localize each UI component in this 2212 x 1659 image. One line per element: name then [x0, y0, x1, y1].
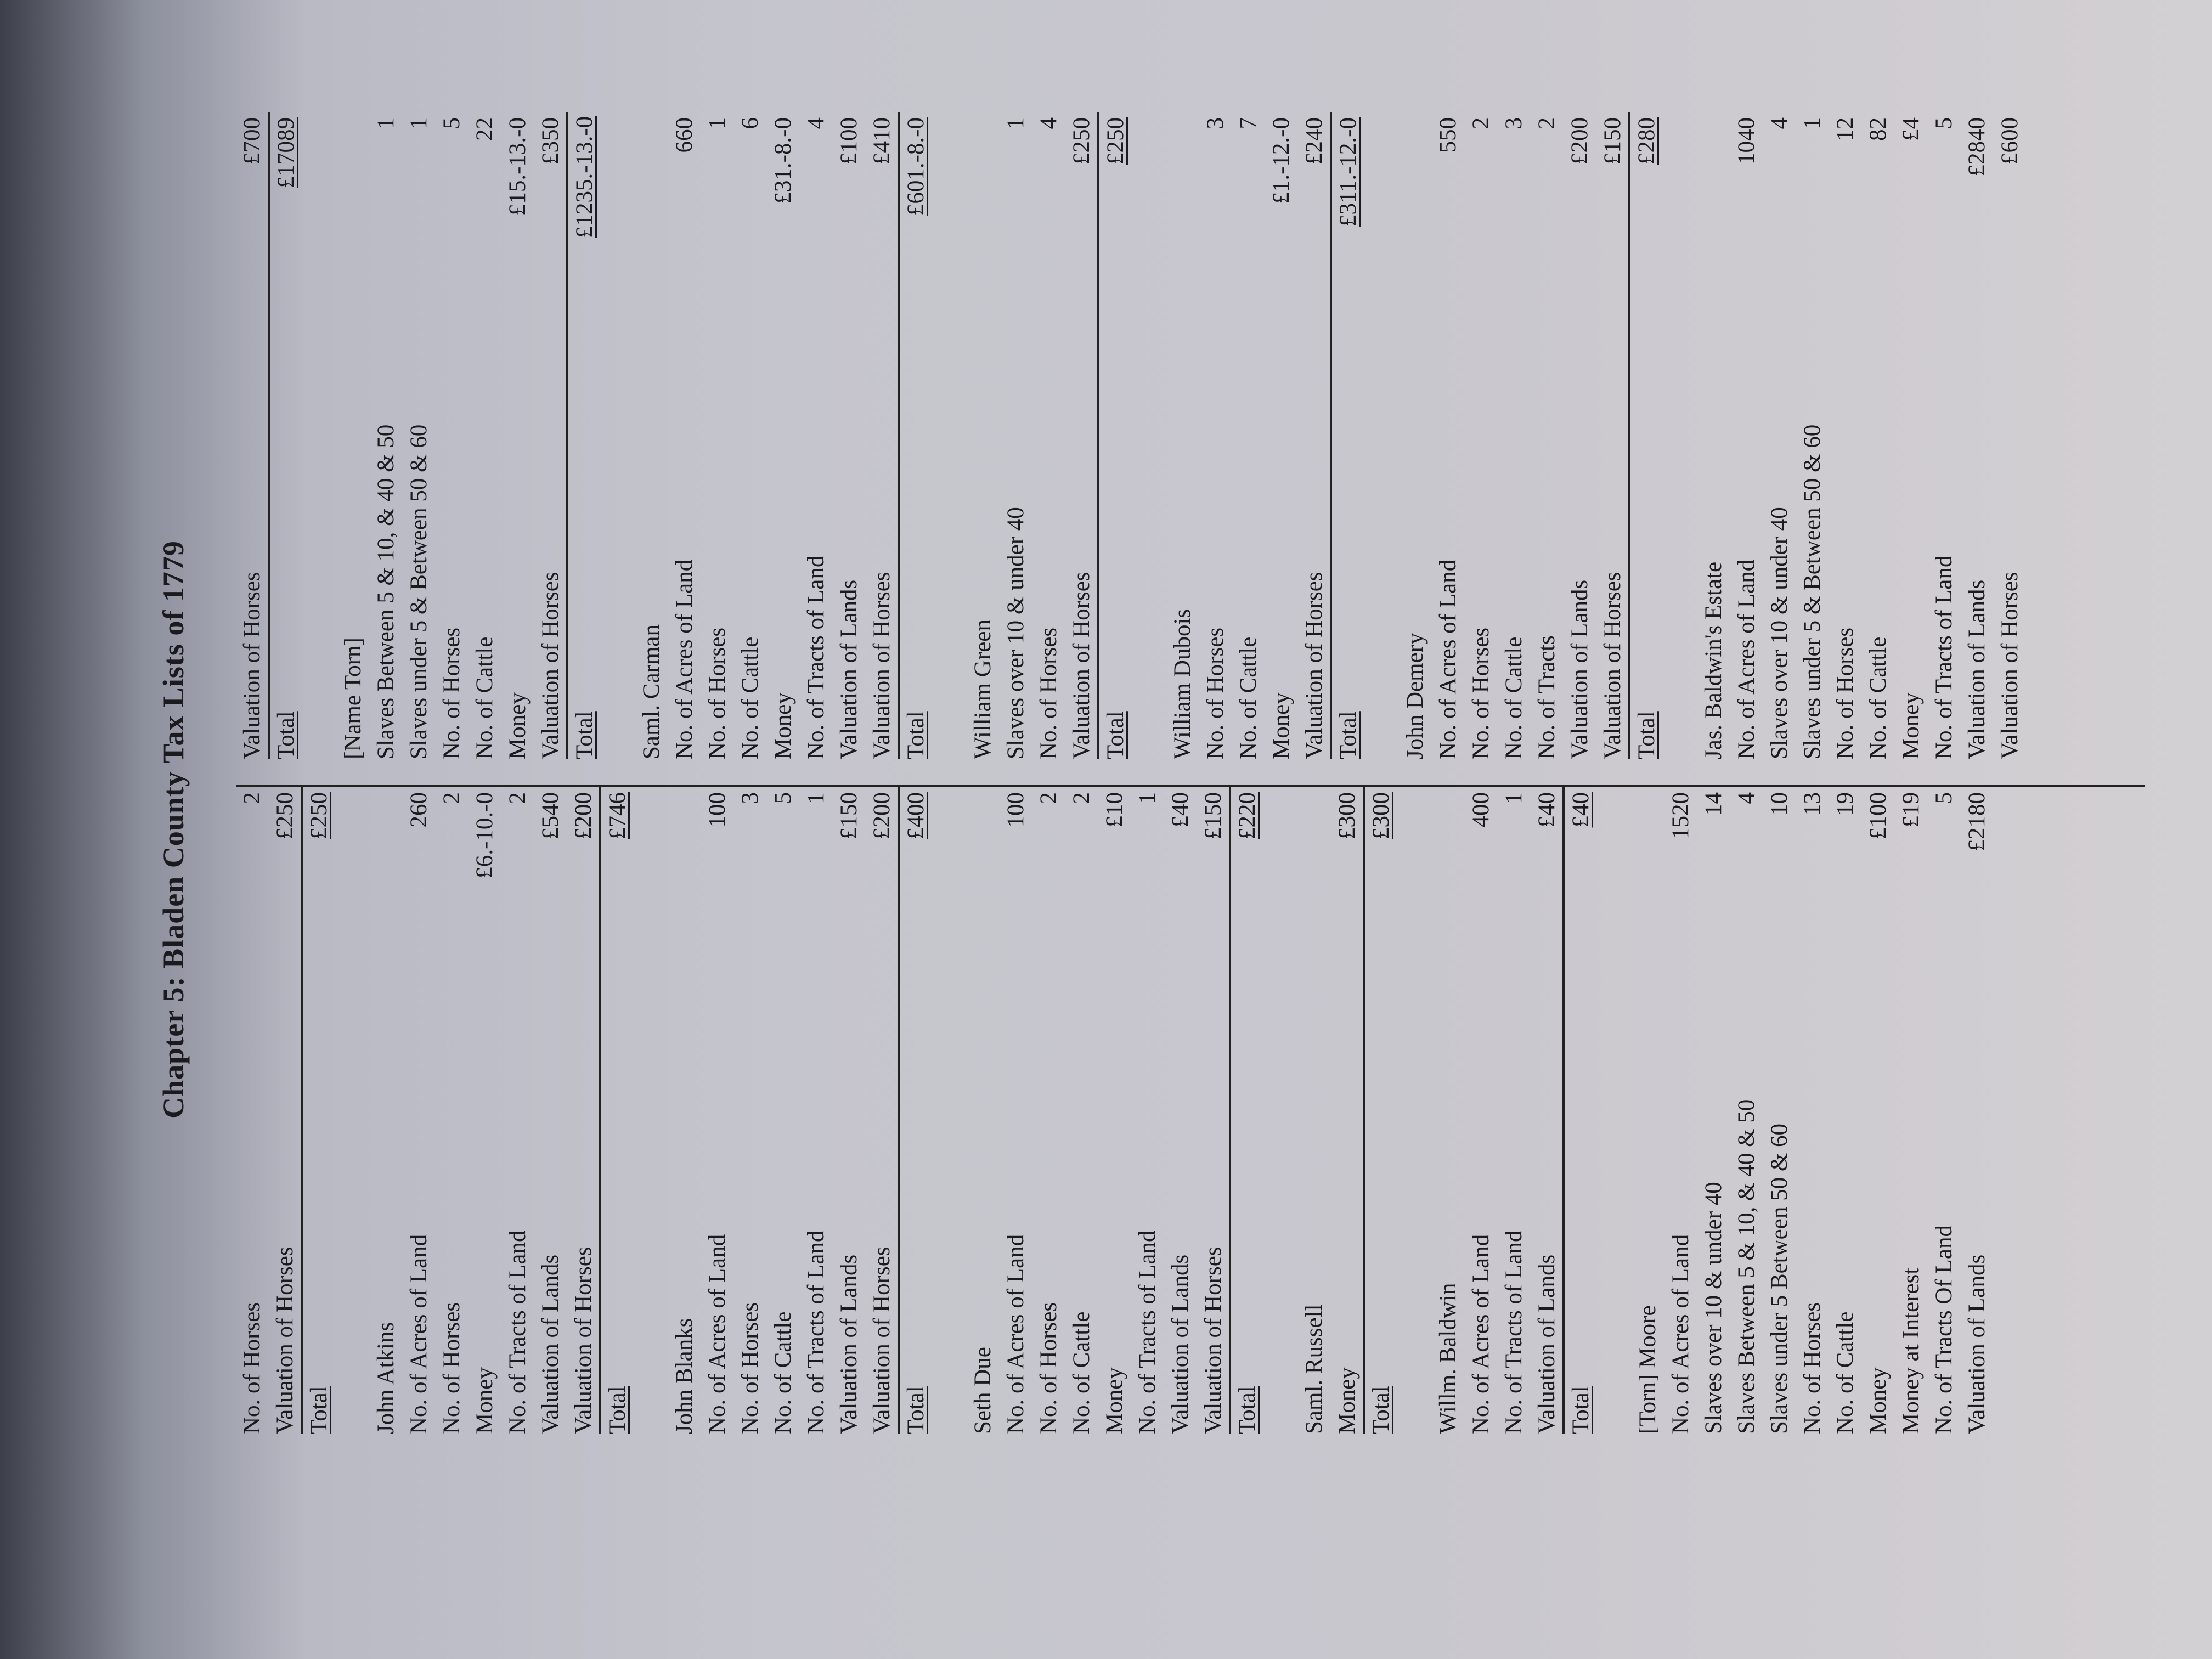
item-row: [469, 112, 501, 759]
item-row: [269, 787, 302, 1434]
record-name: Seth Due: [970, 1347, 996, 1434]
item-row: [1164, 787, 1197, 1434]
item-value: 4: [1734, 792, 1759, 804]
item-label: Valuation of Horses: [272, 1246, 298, 1434]
tax-record: [668, 787, 933, 1434]
item-label: No. of Horses: [439, 1302, 465, 1434]
item-value: 14: [1701, 792, 1726, 816]
item-value: £150: [1600, 117, 1626, 165]
item-label: No. of Horses: [1468, 627, 1494, 759]
item-row: [1928, 787, 1961, 1434]
item-row: [236, 112, 269, 759]
item-value: 2: [505, 792, 531, 804]
item-row: [701, 787, 734, 1434]
record-name: [Torn] Moore: [1635, 1305, 1661, 1434]
item-label: Money at Interest: [1898, 1267, 1924, 1434]
item-row: [1065, 112, 1098, 759]
item-row: [1564, 112, 1596, 759]
item-value: 1: [1501, 792, 1527, 804]
total-row: [301, 787, 336, 1434]
item-row: [1432, 112, 1465, 759]
item-label: Slaves Between 5 & 10, & 40 & 50: [373, 424, 399, 759]
item-row: [1000, 112, 1032, 759]
item-row: [1197, 787, 1230, 1434]
item-row: [1298, 112, 1331, 759]
item-value: 10: [1767, 792, 1792, 816]
item-value: £220: [1234, 792, 1260, 839]
item-label: Money: [1865, 1367, 1891, 1434]
item-value: 13: [1799, 792, 1825, 816]
item-label: No. of Acres of Land: [406, 1234, 432, 1434]
tax-record: [236, 787, 336, 1434]
item-row: [1961, 112, 1994, 759]
tax-record: [1697, 112, 2027, 759]
total-row: [898, 112, 933, 759]
item-value: £410: [869, 117, 895, 165]
item-label: Valuation of Lands: [836, 1254, 862, 1434]
item-row: [1730, 112, 1763, 759]
item-value: 550: [1435, 117, 1461, 153]
item-value: £4: [1898, 117, 1924, 141]
item-row: [1000, 787, 1032, 1434]
item-value: 4: [1036, 117, 1062, 129]
item-label: No. of Cattle: [1501, 636, 1527, 759]
item-row: [800, 112, 833, 759]
item-row: [767, 112, 800, 759]
item-value: £600: [1997, 117, 2023, 165]
item-value: 1040: [1734, 117, 1759, 165]
item-row: [833, 112, 866, 759]
item-label: No. of Horses: [737, 1302, 763, 1434]
item-label: Valuation of Horses: [538, 572, 563, 759]
item-label: Money: [1334, 1367, 1360, 1434]
total-row: [1363, 787, 1398, 1434]
item-label: No. of Tracts of Land: [1931, 555, 1957, 759]
item-row: [1596, 112, 1629, 759]
item-label: Money: [505, 692, 531, 759]
item-label: No. of Cattle: [1832, 1311, 1858, 1434]
tax-record: [635, 112, 933, 759]
item-row: [501, 112, 534, 759]
item-row: [1098, 787, 1131, 1434]
item-value: £350: [538, 117, 563, 165]
item-value: £200: [1567, 117, 1593, 165]
item-row: [1796, 787, 1829, 1434]
item-row: [370, 112, 403, 759]
item-row: [1664, 787, 1697, 1434]
item-value: £1235.-13.-0: [572, 116, 597, 238]
item-value: 2: [1069, 792, 1094, 804]
item-value: £40: [1568, 792, 1594, 828]
item-value: 1: [406, 117, 432, 129]
item-label: Total: [273, 711, 299, 759]
item-label: No. of Horses: [1203, 627, 1228, 759]
item-value: 3: [737, 792, 763, 804]
tax-record: [1632, 787, 1994, 1434]
item-row: [1065, 787, 1098, 1434]
item-value: 2: [1468, 117, 1494, 129]
item-label: No. of Tracts: [1534, 635, 1560, 759]
item-value: £6.-10.-0: [472, 792, 498, 879]
item-row: [1498, 787, 1531, 1434]
item-label: Money: [1102, 1367, 1127, 1434]
item-row: [734, 787, 767, 1434]
item-label: Total: [605, 1386, 630, 1434]
item-value: 5: [1931, 792, 1957, 804]
item-label: Valuation of Horses: [869, 1246, 895, 1434]
item-row: [1895, 787, 1928, 1434]
item-row: [833, 787, 866, 1434]
column-divider: [236, 785, 2145, 787]
total-row: [268, 112, 303, 759]
item-label: No. of Acres of Land: [704, 1234, 730, 1434]
tax-record: [967, 112, 1132, 759]
item-value: £540: [538, 792, 563, 839]
item-value: 22: [472, 117, 498, 141]
item-label: Slaves under 5 Between 50 & 60: [1767, 1123, 1792, 1434]
item-value: £100: [836, 117, 862, 165]
item-row: [701, 112, 734, 759]
item-value: £311.-12.-0: [1335, 117, 1361, 227]
item-value: £700: [239, 117, 265, 165]
item-row: [1829, 787, 1862, 1434]
item-label: No. of Cattle: [737, 636, 763, 759]
total-row: [599, 787, 634, 1434]
item-value: 6: [737, 117, 763, 129]
record-name: John Atkins: [373, 1322, 399, 1434]
item-value: 82: [1865, 117, 1891, 141]
tax-record: [1432, 787, 1598, 1434]
item-row: [436, 787, 469, 1434]
item-value: £400: [903, 792, 929, 839]
item-label: No. of Cattle: [770, 1311, 796, 1434]
item-label: No. of Tracts of Land: [803, 1230, 829, 1434]
item-row: [1331, 787, 1364, 1434]
item-value: 1: [373, 117, 399, 129]
tax-record: [337, 112, 601, 759]
item-label: Slaves over 10 & under 40: [1701, 1182, 1726, 1434]
item-value: £746: [605, 792, 630, 839]
record-name: Saml. Russell: [1301, 1304, 1327, 1434]
item-label: No. of Acres of Land: [1468, 1234, 1494, 1434]
item-row: [1531, 787, 1564, 1434]
item-row: [501, 787, 534, 1434]
total-row: [1628, 112, 1663, 759]
item-row: [1032, 787, 1065, 1434]
item-label: No. of Tracts Of Land: [1931, 1225, 1957, 1434]
item-label: No. of Tracts of Land: [505, 1230, 531, 1434]
item-label: No. of Cattle: [472, 636, 498, 759]
item-value: £280: [1634, 117, 1660, 165]
record-name: John Blanks: [672, 1318, 697, 1434]
record-name: [Name Torn]: [340, 637, 366, 759]
total-row: [1330, 112, 1365, 759]
item-value: £10: [1102, 792, 1127, 828]
item-value: 2: [1036, 792, 1062, 804]
record-name: Jas. Baldwin's Estate: [1701, 561, 1726, 759]
item-label: No. of Cattle: [1865, 636, 1891, 759]
item-row: [1796, 112, 1829, 759]
item-row: [469, 787, 501, 1434]
item-label: No. of Horses: [1036, 627, 1062, 759]
item-row: [236, 787, 269, 1434]
item-label: No. of Acres of Land: [1668, 1234, 1694, 1434]
item-row: [1032, 112, 1065, 759]
item-row: [800, 787, 833, 1434]
item-label: Slaves Between 5 & 10, & 40 & 50: [1734, 1099, 1759, 1434]
item-value: 3: [1203, 117, 1228, 129]
tax-record: [370, 787, 634, 1434]
item-row: [1232, 112, 1265, 759]
item-label: No. of Horses: [1832, 627, 1858, 759]
item-row: [1465, 787, 1498, 1434]
item-label: Slaves under 5 & Between 50 & 60: [1799, 424, 1825, 759]
item-value: 400: [1468, 792, 1494, 828]
item-value: 1: [1003, 117, 1029, 129]
item-label: Total: [1634, 711, 1660, 759]
item-value: £300: [1334, 792, 1360, 839]
item-row: [1763, 112, 1796, 759]
item-value: £19: [1898, 792, 1924, 828]
item-value: 3: [1501, 117, 1527, 129]
item-label: Total: [1368, 1386, 1394, 1434]
item-label: No. of Horses: [239, 1302, 265, 1434]
item-row: [1265, 112, 1298, 759]
item-value: £17089: [273, 117, 299, 188]
item-value: £2180: [1964, 792, 1990, 851]
item-value: £150: [836, 792, 862, 839]
item-label: Valuation of Horses: [1069, 572, 1094, 759]
item-value: 5: [1931, 117, 1957, 129]
item-row: [567, 787, 600, 1434]
item-value: 4: [803, 117, 829, 129]
item-label: No. of Acres of Land: [1734, 559, 1759, 759]
item-label: No. of Horses: [704, 627, 730, 759]
item-row: [1928, 112, 1961, 759]
item-row: [1763, 787, 1796, 1434]
item-value: £15.-13.-0: [505, 117, 531, 216]
item-value: £250: [272, 792, 298, 839]
item-row: [668, 112, 701, 759]
item-label: No. of Acres of Land: [1435, 559, 1461, 759]
item-row: [534, 112, 567, 759]
item-value: 100: [704, 792, 730, 828]
item-value: £240: [1301, 117, 1327, 165]
tax-record: [236, 112, 303, 759]
item-label: Money: [1898, 692, 1924, 759]
item-row: [866, 787, 899, 1434]
item-label: Valuation of Lands: [1964, 579, 1990, 759]
total-row: [1562, 787, 1598, 1434]
item-label: Total: [1234, 1386, 1260, 1434]
item-label: Total: [903, 711, 929, 759]
item-label: Valuation of Horses: [571, 1246, 596, 1434]
right-column: [236, 112, 2061, 759]
item-label: No. of Cattle: [1235, 636, 1261, 759]
tax-record: [1298, 787, 1398, 1434]
item-row: [1697, 787, 1730, 1434]
item-row: [403, 112, 436, 759]
item-row: [403, 787, 436, 1434]
item-label: No. of Tracts of Land: [803, 555, 829, 759]
item-label: No. of Tracts of Land: [1501, 1230, 1527, 1434]
item-label: Money: [770, 692, 796, 759]
total-row: [1097, 112, 1132, 759]
item-value: £31.-8.-0: [770, 117, 796, 204]
record-name: William Dubois: [1170, 608, 1195, 759]
item-value: 5: [439, 117, 465, 129]
item-label: Slaves over 10 & under 40: [1767, 507, 1792, 759]
item-label: Valuation of Horses: [1301, 572, 1327, 759]
tax-record: [1399, 112, 1663, 759]
item-row: [1862, 787, 1895, 1434]
item-value: £250: [306, 792, 332, 839]
item-value: £2840: [1964, 117, 1990, 177]
total-row: [1229, 787, 1264, 1434]
record-name: William Green: [970, 619, 996, 759]
item-row: [1531, 112, 1564, 759]
item-row: [1465, 112, 1498, 759]
item-value: £40: [1534, 792, 1560, 828]
item-row: [734, 112, 767, 759]
item-label: Total: [1568, 1386, 1594, 1434]
item-label: Valuation of Lands: [538, 1254, 563, 1434]
item-value: 2: [1534, 117, 1560, 129]
item-value: 660: [672, 117, 697, 153]
item-label: Slaves over 10 & under 40: [1003, 507, 1029, 759]
total-row: [898, 787, 933, 1434]
item-value: 2: [439, 792, 465, 804]
item-row: [1994, 112, 2027, 759]
tax-record: [1166, 112, 1365, 759]
item-label: No. of Acres of Land: [672, 559, 697, 759]
item-value: £200: [571, 792, 596, 839]
item-label: Valuation of Lands: [1964, 1254, 1990, 1434]
item-value: 2: [239, 792, 265, 804]
item-label: Total: [572, 711, 597, 759]
item-label: Total: [306, 1386, 332, 1434]
item-label: Valuation of Lands: [836, 579, 862, 759]
item-value: 19: [1832, 792, 1858, 816]
item-label: No. of Horses: [1036, 1302, 1062, 1434]
item-value: 260: [406, 792, 432, 828]
item-label: Total: [903, 1386, 929, 1434]
item-value: £250: [1069, 117, 1094, 165]
item-label: Total: [1335, 711, 1361, 759]
tax-record: [967, 787, 1264, 1434]
item-row: [866, 112, 899, 759]
item-label: Valuation of Lands: [1567, 579, 1593, 759]
item-value: £100: [1865, 792, 1891, 839]
item-row: [1131, 787, 1164, 1434]
item-row: [1730, 787, 1763, 1434]
item-value: 1: [1799, 117, 1825, 129]
page-title: Chapter 5: Bladen County Tax Lists of 1779: [157, 540, 190, 1119]
item-row: [1199, 112, 1232, 759]
item-value: 4: [1767, 117, 1792, 129]
item-row: [1829, 112, 1862, 759]
item-label: No. of Tracts of Land: [1135, 1230, 1160, 1434]
item-value: 1520: [1668, 792, 1694, 839]
item-row: [1895, 112, 1928, 759]
record-name: Saml. Carman: [639, 624, 664, 759]
item-label: No. of Horses: [1799, 1302, 1825, 1434]
item-label: Money: [1268, 692, 1294, 759]
item-label: No. of Acres of Land: [1003, 1234, 1029, 1434]
item-label: No. of Horses: [439, 627, 465, 759]
left-column: [236, 787, 2028, 1434]
item-label: Valuation of Lands: [1167, 1254, 1193, 1434]
item-row: [767, 787, 800, 1434]
item-value: 1: [1135, 792, 1160, 804]
record-name: John Demery: [1402, 633, 1428, 759]
item-row: [1498, 112, 1531, 759]
item-value: £200: [869, 792, 895, 839]
item-value: 1: [704, 117, 730, 129]
item-label: Total: [1103, 711, 1128, 759]
item-value: £300: [1368, 792, 1394, 839]
item-label: Money: [472, 1367, 498, 1434]
item-value: 100: [1003, 792, 1029, 828]
item-value: 7: [1235, 117, 1261, 129]
item-row: [436, 112, 469, 759]
item-label: Valuation of Lands: [1534, 1254, 1560, 1434]
item-value: £1.-12.-0: [1268, 117, 1294, 204]
item-row: [534, 787, 567, 1434]
item-value: £250: [1103, 117, 1128, 165]
item-row: [1862, 112, 1895, 759]
item-value: 5: [770, 792, 796, 804]
item-value: 1: [803, 792, 829, 804]
total-row: [566, 112, 601, 759]
item-row: [1961, 787, 1994, 1434]
record-name: Willm. Baldwin: [1435, 1283, 1461, 1434]
item-value: £40: [1167, 792, 1193, 828]
item-label: Valuation of Horses: [239, 572, 265, 759]
item-label: Slaves under 5 & Between 50 & 60: [406, 424, 432, 759]
item-value: £601.-8.-0: [903, 117, 929, 216]
item-label: No. of Cattle: [1069, 1311, 1094, 1434]
item-label: Valuation of Horses: [1600, 572, 1626, 759]
item-label: Valuation of Horses: [869, 572, 895, 759]
item-label: Valuation of Horses: [1200, 1246, 1226, 1434]
item-value: 12: [1832, 117, 1858, 141]
item-label: Valuation of Horses: [1997, 572, 2023, 759]
item-value: £150: [1200, 792, 1226, 839]
